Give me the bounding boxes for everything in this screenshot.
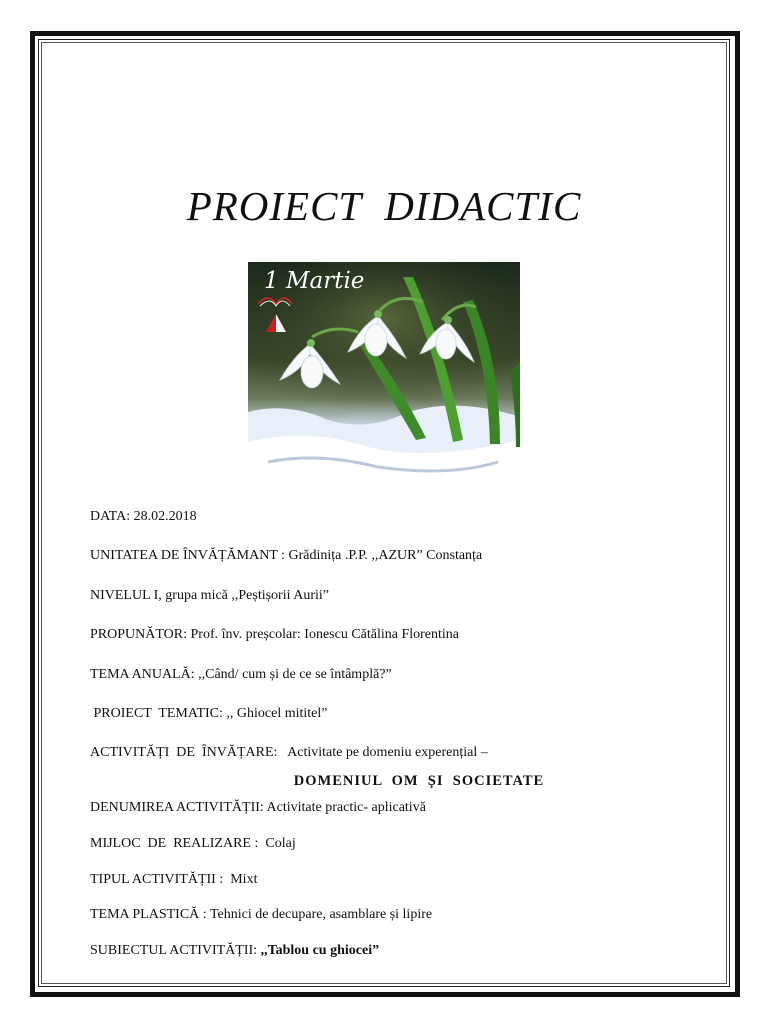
- field-data: DATA: 28.02.2018: [90, 509, 197, 524]
- field-nivelul: NIVELUL I, grupa mică ,,Peștișorii Aurii”: [90, 588, 329, 603]
- field-tema-anuala: TEMA ANUALĂ: ,,Când/ cum și de ce se întâmplă?”: [90, 667, 392, 682]
- snowdrop-photo: [248, 262, 520, 481]
- title-word-2: DIDACTIC: [384, 183, 582, 229]
- snowdrop-illustration: [248, 262, 520, 481]
- field-tema-plastica: TEMA PLASTICĂ : Tehnici de decupare, asamblare și lipire: [90, 907, 433, 922]
- field-activitati: ACTIVITĂȚI DE ÎNVĂȚARE: Activitate pe domeniu experențial –: [90, 745, 488, 760]
- field-subiectul: SUBIECTUL ACTIVITĂȚII: ,,Tablou cu ghiocei”: [90, 943, 380, 958]
- field-proiect-tematic: PROIECT TEMATIC: ,, Ghiocel mititel”: [90, 706, 328, 721]
- domain-line: DOMENIUL OM ȘI SOCIETATE: [293, 773, 545, 789]
- field-denumirea: DENUMIREA ACTIVITĂȚII: Activitate practic- aplicativă: [90, 800, 426, 815]
- field-tipul: TIPUL ACTIVITĂȚII : Mixt: [90, 872, 258, 887]
- field-unitatea: UNITATEA DE ÎNVĂȚĂMANT : Grădinița .P.P. ,,AZUR” Constanța: [90, 548, 483, 563]
- field-propunator: PROPUNĂTOR: Prof. înv. preșcolar: Ionescu Cătălina Florentina: [90, 627, 460, 642]
- image-caption: 1 Martie: [264, 268, 365, 294]
- field-mijloc: MIJLOC DE REALIZARE : Colaj: [90, 836, 296, 851]
- document-title: [0, 182, 768, 230]
- title-word-1: PROIECT: [186, 183, 363, 229]
